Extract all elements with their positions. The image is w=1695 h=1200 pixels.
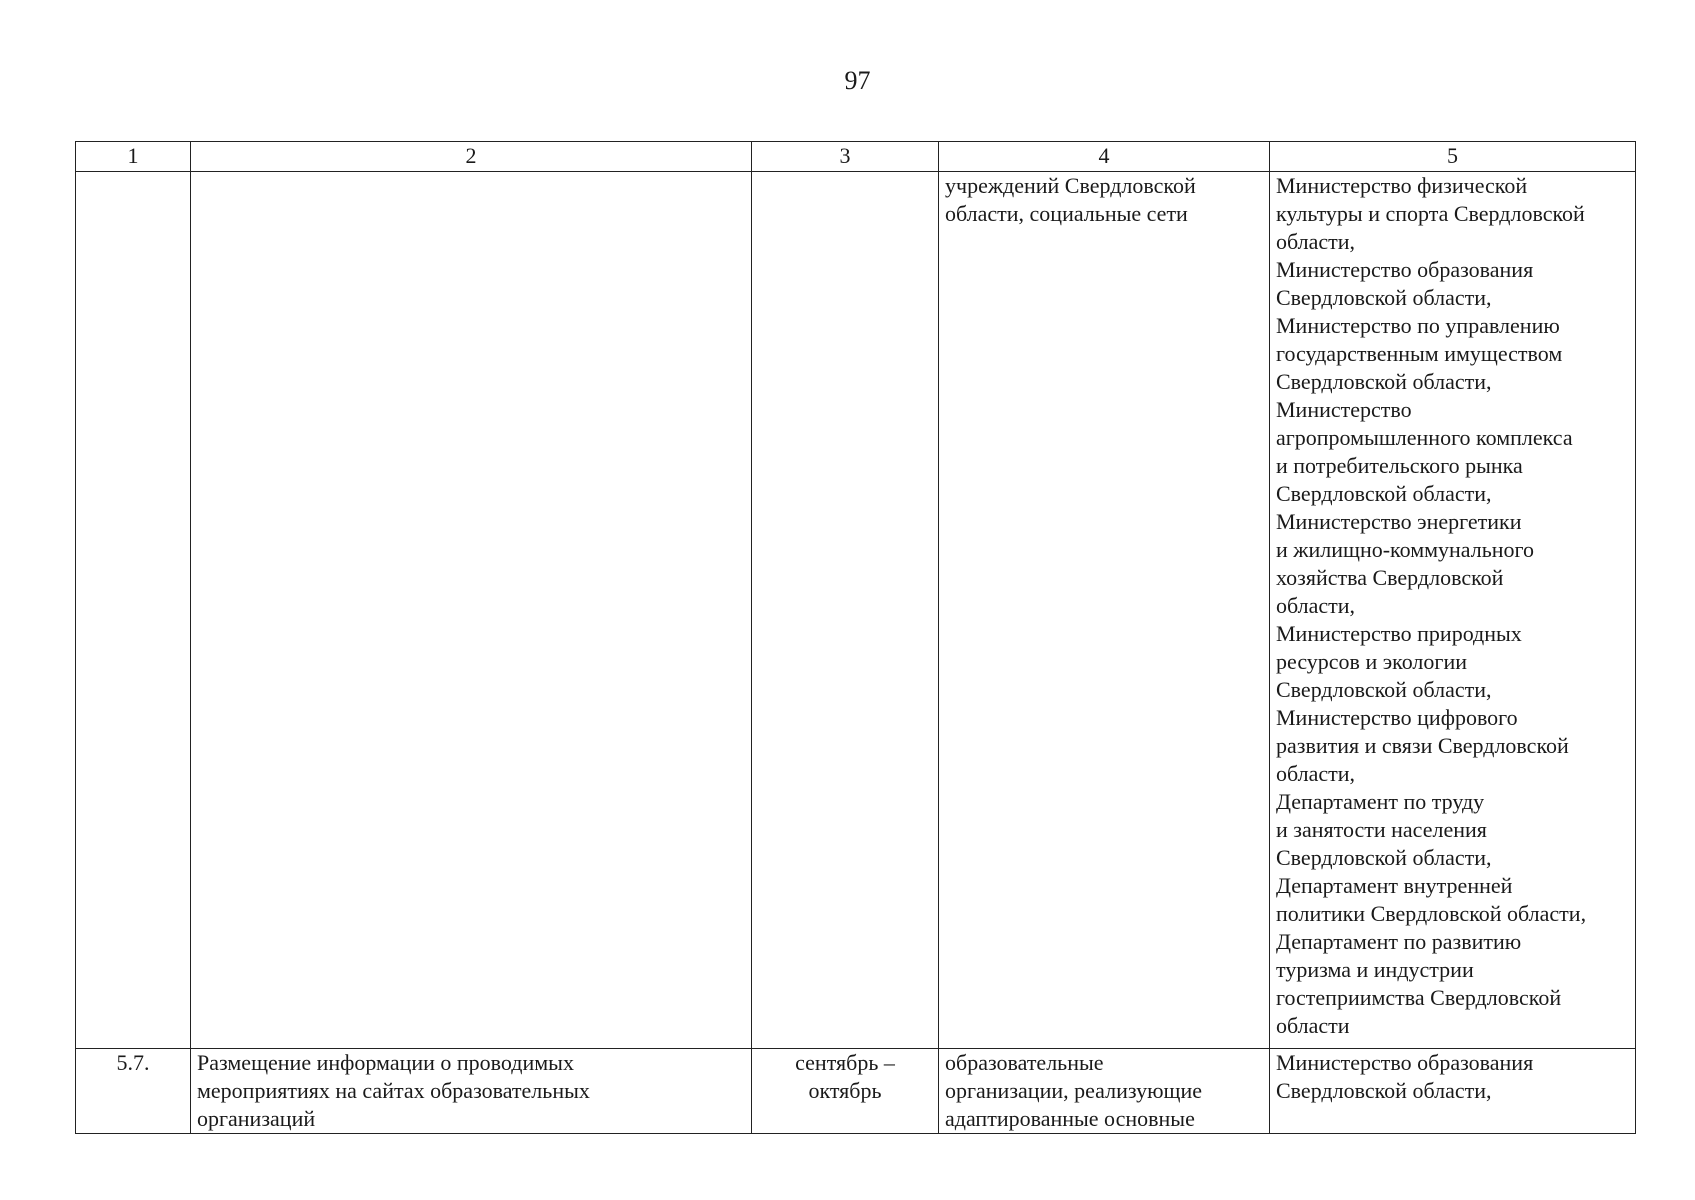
cell-text-line: Свердловской области, bbox=[1276, 369, 1492, 394]
row-number-cell: 5.7. bbox=[76, 1049, 191, 1134]
cont-responsible-cell bbox=[1270, 172, 1636, 1049]
cell-text-line: и потребительского рынка bbox=[1276, 453, 1523, 478]
cell-text-line: и жилищно-коммунального bbox=[1276, 537, 1535, 562]
cell-text-line: Департамент по труду bbox=[1276, 789, 1485, 814]
header-col-4: 4 bbox=[939, 142, 1270, 172]
cell-text-line: Министерство энергетики bbox=[1276, 509, 1522, 534]
cell-text-line: культуры и спорта Свердловской bbox=[1276, 201, 1585, 226]
table-header-row bbox=[76, 142, 1636, 172]
cell-text-line: области, bbox=[1276, 229, 1356, 254]
cell-text-line: Министерство цифрового bbox=[1276, 705, 1518, 730]
cell-text-line: области, bbox=[1276, 761, 1356, 786]
place-cell bbox=[939, 1049, 1270, 1134]
cell-text-line: развития и связи Свердловской bbox=[1276, 733, 1569, 758]
cell-text-line: области bbox=[1276, 1013, 1350, 1038]
cell-text-line: туризма и индустрии bbox=[1276, 957, 1474, 982]
cell-text-line: Свердловской области, bbox=[1276, 845, 1492, 870]
cell-text-line: мероприятиях на сайтах образовательных bbox=[197, 1078, 590, 1103]
table-row-continuation bbox=[76, 172, 1636, 1049]
cell-text-line: Министерство образования bbox=[1276, 1050, 1534, 1075]
cell-text-line: Департамент по развитию bbox=[1276, 929, 1522, 954]
cell-text-line: адаптированные основные bbox=[945, 1106, 1195, 1131]
header-col-1: 1 bbox=[76, 142, 191, 172]
cell-text-line: государственным имуществом bbox=[1276, 341, 1563, 366]
cell-text-line: Размещение информации о проводимых bbox=[197, 1050, 574, 1075]
cell-text-line: области, социальные сети bbox=[945, 201, 1188, 226]
cell-text-line: Свердловской области, bbox=[1276, 481, 1492, 506]
cell-text-line: и занятости населения bbox=[1276, 817, 1487, 842]
cell-text-line: агропромышленного комплекса bbox=[1276, 425, 1573, 450]
header-col-5: 5 bbox=[1270, 142, 1636, 172]
cell-text-line: области, bbox=[1276, 593, 1356, 618]
cell-text-line: Департамент внутренней bbox=[1276, 873, 1513, 898]
cont-place-cell bbox=[939, 172, 1270, 1049]
cell-text-line: организации, реализующие bbox=[945, 1078, 1202, 1103]
period-cell bbox=[752, 1049, 939, 1134]
cell-text-line: Свердловской области, bbox=[1276, 1078, 1492, 1103]
header-col-2: 2 bbox=[191, 142, 752, 172]
cell-text-line: Министерство образования bbox=[1276, 257, 1534, 282]
responsible-cell bbox=[1270, 1049, 1636, 1134]
cell-text-line: хозяйства Свердловской bbox=[1276, 565, 1504, 590]
cell-text-line: ресурсов и экологии bbox=[1276, 649, 1467, 674]
header-col-3: 3 bbox=[752, 142, 939, 172]
cont-activity-cell bbox=[191, 172, 752, 1049]
cell-text-line: сентябрь – bbox=[795, 1050, 895, 1075]
cell-text-line: образовательные bbox=[945, 1050, 1104, 1075]
cell-text-line: Министерство физической bbox=[1276, 173, 1528, 198]
table-row-5-7 bbox=[76, 1049, 1636, 1134]
cell-text-line: Министерство природных bbox=[1276, 621, 1522, 646]
cell-text-line: учреждений Свердловской bbox=[945, 173, 1196, 198]
cell-text-line: Министерство по управлению bbox=[1276, 313, 1560, 338]
page-number: 97 bbox=[844, 66, 871, 95]
cell-text-line: октябрь bbox=[808, 1078, 882, 1103]
cell-text-line: гостеприимства Свердловской bbox=[1276, 985, 1562, 1010]
cell-text-line: организаций bbox=[197, 1106, 316, 1131]
cont-number-cell bbox=[76, 172, 191, 1049]
cell-text-line: политики Свердловской области, bbox=[1276, 901, 1587, 926]
cell-text-line: Министерство bbox=[1276, 397, 1412, 422]
cell-text-line: Свердловской области, bbox=[1276, 285, 1492, 310]
activity-cell bbox=[191, 1049, 752, 1134]
cell-text-line: Свердловской области, bbox=[1276, 677, 1492, 702]
measures-table bbox=[75, 141, 1636, 1134]
cont-period-cell bbox=[752, 172, 939, 1049]
